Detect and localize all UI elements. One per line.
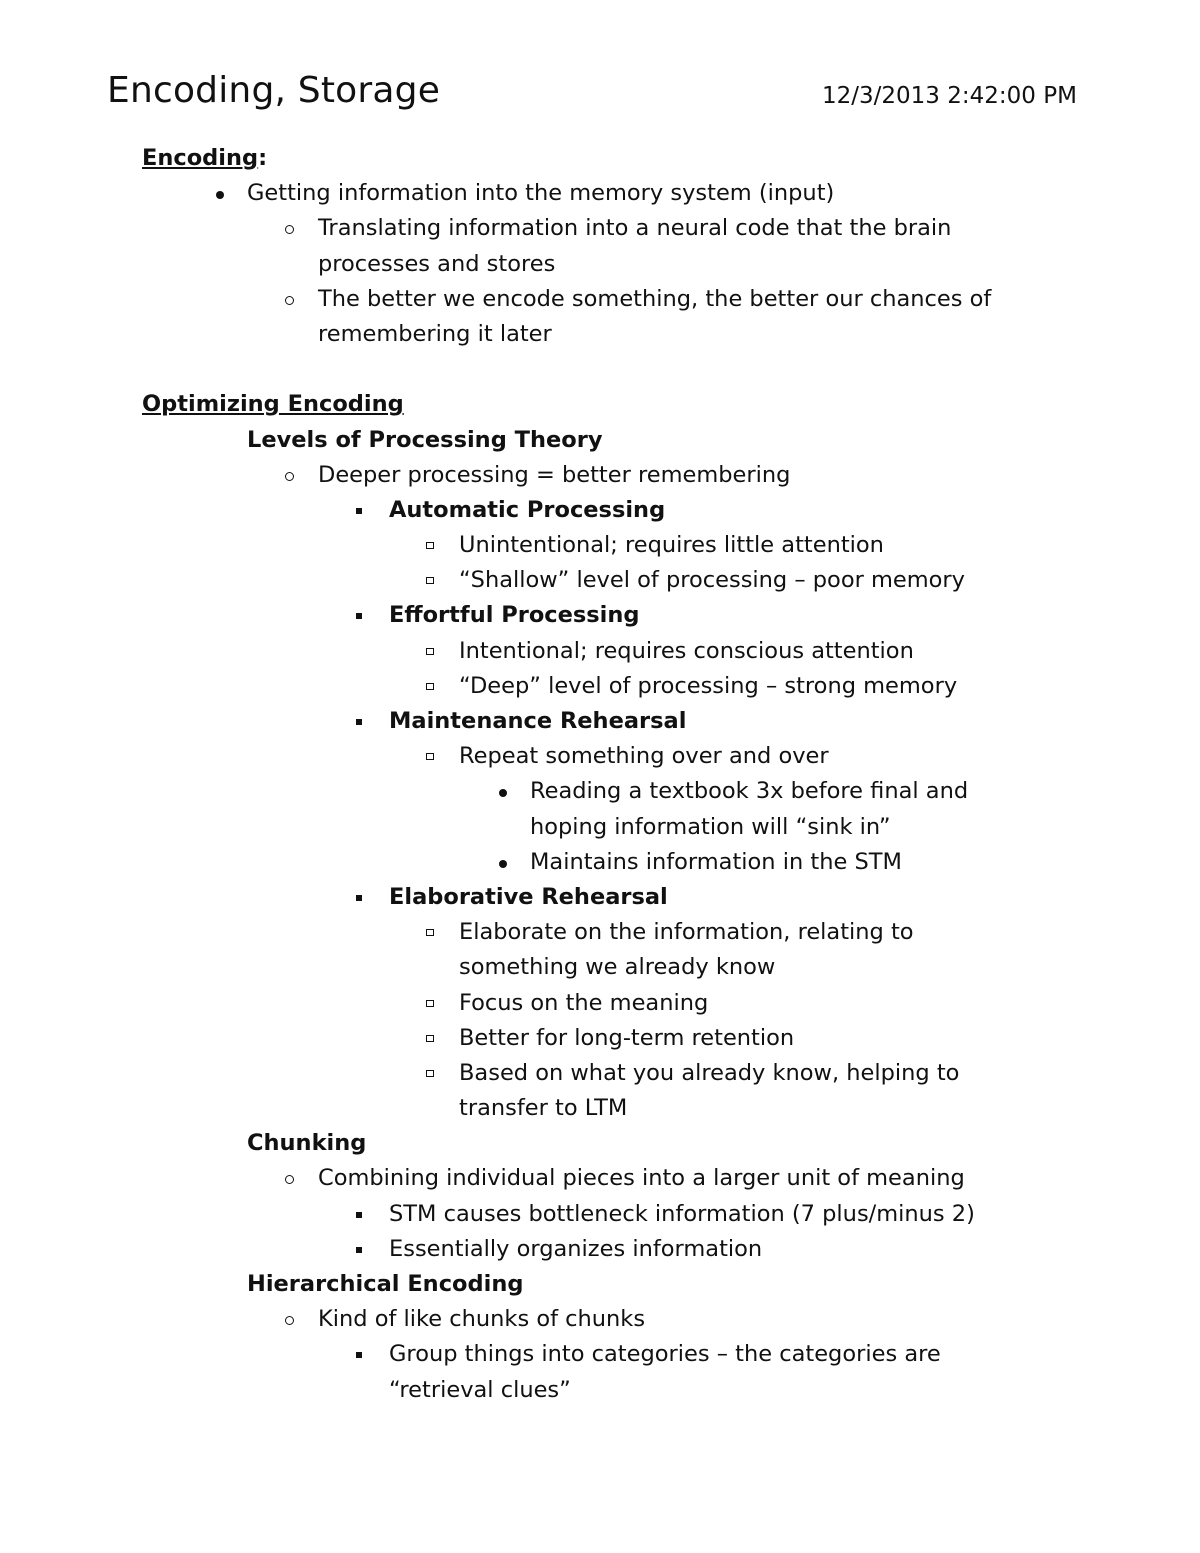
- list-item-text: Intentional; requires conscious attention: [459, 637, 914, 664]
- list-item: [0, 1161, 1200, 1196]
- list-item: [0, 704, 1200, 739]
- list-item: [0, 211, 1200, 246]
- list-item: [0, 1232, 1200, 1267]
- list-item: [0, 880, 1200, 915]
- list-item-text: Maintenance Rehearsal: [389, 708, 687, 734]
- list-item: [0, 563, 1200, 598]
- list-item-text: “Deep” level of processing – strong memory: [459, 672, 958, 699]
- list-item-text: Unintentional; requires little attention: [459, 532, 884, 559]
- list-item-text: Getting information into the memory system (input): [247, 180, 835, 207]
- list-item-text: Focus on the meaning: [459, 989, 709, 1016]
- list-item: [0, 634, 1200, 669]
- list-item: [0, 1337, 1200, 1372]
- document-title: Encoding, Storage: [107, 70, 441, 111]
- heading-colon: :: [258, 145, 268, 171]
- list-item-text: Combining individual pieces into a larger unit of meaning: [318, 1165, 965, 1192]
- list-item: [0, 845, 1200, 880]
- list-item: [0, 176, 1200, 211]
- subheading-chunking: [0, 1126, 1200, 1161]
- list-item: [0, 493, 1200, 528]
- list-item-text: Effortful Processing: [389, 602, 640, 629]
- list-item: [0, 1302, 1200, 1337]
- list-item-text: hoping information will “sink in”: [530, 813, 891, 840]
- list-item-continuation: [0, 1373, 1200, 1408]
- list-item-text: something we already know: [459, 954, 776, 981]
- list-item-text: Reading a textbook 3x before final and: [530, 778, 969, 805]
- list-item-text: Maintains information in the STM: [530, 848, 902, 875]
- list-item-text: Repeat something over and over: [459, 743, 829, 770]
- list-item-continuation: [0, 950, 1200, 985]
- list-item: [0, 528, 1200, 563]
- list-item: [0, 669, 1200, 704]
- section-heading-optimizing: [0, 387, 1200, 422]
- list-item-text: Group things into categories – the categories are: [389, 1341, 941, 1368]
- list-item-text: Essentially organizes information: [389, 1235, 763, 1262]
- list-item-text: Elaborate on the information, relating to: [459, 919, 914, 946]
- blank-line: [0, 352, 1200, 387]
- list-item: [0, 458, 1200, 493]
- list-item-text: Based on what you already know, helping to: [459, 1059, 960, 1086]
- heading-text: Optimizing Encoding: [142, 391, 404, 418]
- list-item: [0, 282, 1200, 317]
- list-item: [0, 986, 1200, 1021]
- document-timestamp: 12/3/2013 2:42:00 PM: [822, 83, 1077, 109]
- list-item-continuation: [0, 1091, 1200, 1126]
- list-item-text: “Shallow” level of processing – poor memory: [459, 567, 965, 594]
- list-item-text: Elaborative Rehearsal: [389, 883, 668, 910]
- subheading-text: Levels of Processing Theory: [247, 426, 603, 453]
- list-item: [0, 1021, 1200, 1056]
- list-item-text: “retrieval clues”: [389, 1376, 571, 1403]
- list-item-text: Kind of like chunks of chunks: [318, 1306, 646, 1333]
- heading-text: Encoding: [142, 145, 259, 171]
- list-item-text: Deeper processing = better remembering: [318, 461, 791, 488]
- list-item-text: Better for long-term retention: [459, 1024, 795, 1051]
- list-item-text: Automatic Processing: [389, 496, 666, 523]
- list-item: [0, 1197, 1200, 1232]
- section-heading-encoding: [0, 141, 1200, 176]
- list-item-text: remembering it later: [318, 320, 552, 347]
- list-item-continuation: [0, 247, 1200, 282]
- subheading-levels: [0, 423, 1200, 458]
- subheading-hierarchical: [0, 1267, 1200, 1302]
- subheading-text: Chunking: [247, 1130, 367, 1157]
- list-item-continuation: [0, 317, 1200, 352]
- list-item-text: processes and stores: [318, 250, 556, 277]
- subheading-text: Hierarchical Encoding: [247, 1271, 524, 1297]
- list-item-text: transfer to LTM: [459, 1095, 628, 1122]
- list-item: [0, 915, 1200, 950]
- document-body: [0, 141, 1200, 1408]
- list-item: [0, 598, 1200, 633]
- list-item: [0, 1056, 1200, 1091]
- list-item: [0, 774, 1200, 809]
- list-item-text: STM causes bottleneck information (7 plus/minus 2): [389, 1200, 975, 1227]
- list-item-continuation: [0, 810, 1200, 845]
- list-item: [0, 739, 1200, 774]
- list-item-text: Translating information into a neural code that the brain: [318, 215, 952, 242]
- list-item-text: The better we encode something, the better our chances of: [318, 285, 992, 312]
